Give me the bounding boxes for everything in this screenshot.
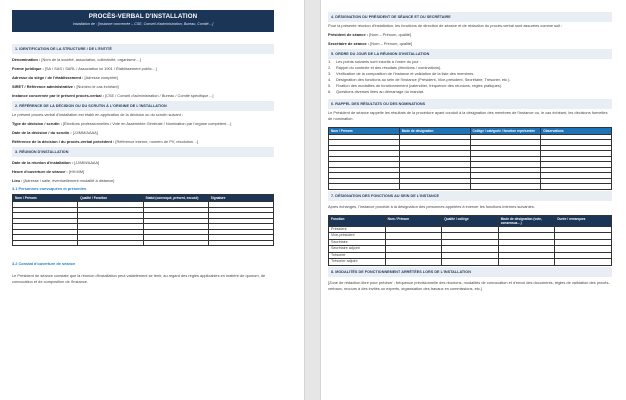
table-cell[interactable] xyxy=(442,259,499,266)
table-row xyxy=(329,184,612,190)
field-row xyxy=(12,169,274,175)
agenda-item-text: Les points suivants sont inscrits à l'ordre du jour : xyxy=(336,59,421,64)
field-row xyxy=(12,57,274,63)
section-3-2-heading: 3.2 Constat d'ouverture de séance xyxy=(12,261,76,266)
section-8-heading: 8. MODALITÉS DE FONCTIONNEMENT ARRÊTÉES LORS DE L'INSTALLATION xyxy=(328,267,612,277)
table-cell[interactable] xyxy=(329,184,400,190)
functions-table-header xyxy=(329,215,612,226)
field-row xyxy=(12,121,274,127)
table-cell[interactable] xyxy=(470,184,541,190)
field-value[interactable]: [JJ/MM/AAAA] xyxy=(73,160,100,165)
agenda-item-number: 4. xyxy=(328,77,332,83)
table-cell[interactable] xyxy=(208,240,273,246)
page-2-content xyxy=(328,0,612,292)
document-header xyxy=(12,10,274,32)
field-value[interactable]: [JJ/MM/AAAA] xyxy=(71,130,98,135)
section-7-text: Après échanges, l'instance procède à la désignation des personnes appelées à exercer les fonctions internes suivantes. xyxy=(328,203,535,209)
table-cell[interactable] xyxy=(143,240,208,246)
field-label: Secrétaire de séance : xyxy=(328,41,370,46)
page-1 xyxy=(0,0,304,400)
function-name-cell: Président xyxy=(329,226,386,233)
field-label: Type de décision / scrutin : xyxy=(12,121,62,126)
column-header: Qualité / Fonction xyxy=(78,195,143,202)
agenda-item-text: Désignation des fonctions au sein de l'instance (Président, Vice-président, Secrétaire, Trésorier, etc.). xyxy=(336,77,511,83)
function-name-cell: Secrétaire xyxy=(329,239,386,246)
column-header: Nom / Prénom xyxy=(385,215,442,226)
section-4-fields xyxy=(328,32,612,47)
section-3-1-heading: 3.1 Personnes convoquées et présentes xyxy=(12,186,87,191)
section-6-heading: 6. RAPPEL DES RÉSULTATS OU DES NOMINATIONS xyxy=(328,99,612,109)
field-row xyxy=(12,160,274,166)
page-2 xyxy=(321,0,626,400)
agenda-list xyxy=(328,59,612,96)
field-value[interactable]: [SA / SAS / SARL / Association loi 1901 / Établissement public…] xyxy=(43,66,157,71)
function-name-cell: Trésorier adjoint xyxy=(329,259,386,266)
column-header: Qualité / collège xyxy=(442,215,499,226)
section-7-heading: 7. DÉSIGNATION DES FONCTIONS AU SEIN DE L'INSTANCE xyxy=(328,191,612,201)
page-1-content xyxy=(12,0,274,285)
table-cell[interactable] xyxy=(385,259,442,266)
function-name-cell: Trésorier xyxy=(329,252,386,259)
function-name-cell: Secrétaire adjoint xyxy=(329,246,386,253)
section-6-text: Le Président de séance rappelle les résultats de la procédure ayant conduit à la désignation des membres de l'instance ou, le cas échéant, les décisions formelles de nomination. xyxy=(328,109,608,121)
agenda-item-number: 3. xyxy=(328,71,332,77)
field-value[interactable]: [Nom de la société, association, collectivité, organisme…] xyxy=(40,57,141,62)
field-label: Référence de la décision / du procès-verbal précédent : xyxy=(12,139,115,144)
agenda-item-text: Fixation des modalités de fonctionnement (calendrier, fréquence des réunions, règles pratiques). xyxy=(336,83,503,89)
field-label: Adresse du siège / de l'établissement : xyxy=(12,75,84,80)
table-row xyxy=(329,259,612,266)
page-gutter xyxy=(304,0,321,400)
column-header: Nom / Prénom xyxy=(13,195,78,202)
field-label: Dénomination : xyxy=(12,57,41,62)
field-row xyxy=(12,75,274,81)
table-cell[interactable] xyxy=(541,184,612,190)
column-header: Nom / Prénom xyxy=(329,127,400,134)
field-row xyxy=(328,32,612,38)
section-3-heading: 3. RÉUNION D'INSTALLATION xyxy=(12,147,274,157)
field-row xyxy=(12,130,274,136)
field-value[interactable]: [Adresse / salle, éventuellement modalité à distance] xyxy=(22,178,115,183)
table-cell[interactable] xyxy=(498,259,555,266)
section-1-fields xyxy=(12,57,274,99)
document-subtitle: Installation de : [Instance concernée – CSE, Conseil d'administration, Bureau, Comité…] xyxy=(72,22,214,26)
field-value[interactable]: [Adresse complète] xyxy=(83,75,118,80)
agenda-item-text: Vérification de la composition de l'instance et validation de la liste des membres. xyxy=(336,71,475,77)
section-5-heading: 5. ORDRE DU JOUR DE LA RÉUNION D'INSTALLATION xyxy=(328,49,612,59)
field-label: Heure d'ouverture de séance : xyxy=(12,169,68,174)
field-label: Date de la réunion d'installation : xyxy=(12,160,74,165)
agenda-item-number: 2. xyxy=(328,65,332,71)
section-8-text: [Zone de rédaction libre pour préciser : fréquence prévisionnelle des réunions, modalités de convocation et d'envoi des documents, règles de validation des procès-verbaux, recours à des invités ou experts, organisation des travaux en commissions, etc.] xyxy=(328,279,610,291)
section-4-intro: Pour la présente réunion d'installation, les fonctions de direction de séance et de rédaction du procès-verbal sont assurées comme suit : xyxy=(328,23,563,28)
field-value[interactable]: [Élections professionnelles / Vote en Assemblée Générale / Nomination par l'organe compétent…] xyxy=(61,121,232,126)
section-4-heading: 4. DÉSIGNATION DU PRÉSIDENT DE SÉANCE ET DU SECRÉTAIRE xyxy=(328,12,612,22)
column-header: Collège / catégorie / fonction représentée xyxy=(470,127,541,134)
field-label: Lieu : xyxy=(12,178,23,183)
field-value[interactable]: [Nom – Prénom, qualité] xyxy=(368,32,412,37)
field-label: Instance concernée par le présent procès-verbal : xyxy=(12,93,104,98)
section-2-intro: Le présent procès-verbal d'installation est établi en application de la décision ou du scrutin suivant : xyxy=(12,112,183,117)
section-2-fields xyxy=(12,121,274,145)
section-1-heading: 1. IDENTIFICATION DE LA STRUCTURE / DE L'ENTITÉ xyxy=(12,44,274,54)
attendees-table-header xyxy=(13,195,274,202)
field-label: Date de la décision / du scrutin : xyxy=(12,130,72,135)
column-header: Observations xyxy=(541,127,612,134)
agenda-item-text: Questions diverses liées au démarrage du mandat. xyxy=(336,89,425,95)
table-row xyxy=(13,240,274,246)
functions-table xyxy=(328,215,612,266)
field-row xyxy=(12,178,274,184)
agenda-item-number: 5. xyxy=(328,83,332,89)
field-value[interactable]: [HH:MM] xyxy=(67,169,85,174)
column-header: Mode de désignation xyxy=(399,127,470,134)
agenda-item-text: Rappel du contexte et des résultats (élections / nominations). xyxy=(336,65,442,71)
field-row xyxy=(12,84,274,90)
table-cell[interactable] xyxy=(78,240,143,246)
field-label: SIRET / Référence administrative : xyxy=(12,84,76,89)
field-value[interactable]: [CSE / Conseil d'administration / Bureau / Comité spécifique…] xyxy=(103,93,214,98)
column-header: Signature xyxy=(208,195,273,202)
table-cell[interactable] xyxy=(555,259,612,266)
field-label: Président de séance : xyxy=(328,32,369,37)
field-value[interactable]: [Numéro le cas échéant] xyxy=(75,84,119,89)
column-header: Statut (convoqué, présent, excusé) xyxy=(143,195,208,202)
agenda-item-number: 6. xyxy=(328,89,332,95)
table-cell[interactable] xyxy=(13,240,78,246)
table-cell[interactable] xyxy=(399,184,470,190)
nominations-table-header xyxy=(329,127,612,134)
document-title: PROCÈS-VERBAL D'INSTALLATION xyxy=(88,13,198,20)
field-row xyxy=(12,66,274,72)
column-header: Mode de désignation (vote, consensus…) xyxy=(498,215,555,226)
column-header: Durée / remarques xyxy=(555,215,612,226)
agenda-item-number: 1. xyxy=(328,59,332,64)
section-3-2-text: Le Président de séance constate que la réunion d'installation peut valablement se tenir, au regard des règles applicables en matière de quorum, de convocation et de composition de l'instance. xyxy=(12,273,266,284)
field-value[interactable]: [Référence interne, numéro de PV, résolution…] xyxy=(114,139,199,144)
function-name-cell: Vice-président xyxy=(329,233,386,240)
nominations-table xyxy=(328,127,612,190)
field-value[interactable]: [Nom – Prénom, qualité] xyxy=(369,41,413,46)
section-2-heading: 2. RÉFÉRENCE DE LA DÉCISION OU DU SCRUTIN À L'ORIGINE DE L'INSTALLATION xyxy=(12,101,274,111)
section-3-fields xyxy=(12,160,274,184)
attendees-table xyxy=(12,194,274,246)
field-label: Forme juridique : xyxy=(12,66,44,71)
column-header: Fonction xyxy=(329,215,386,226)
